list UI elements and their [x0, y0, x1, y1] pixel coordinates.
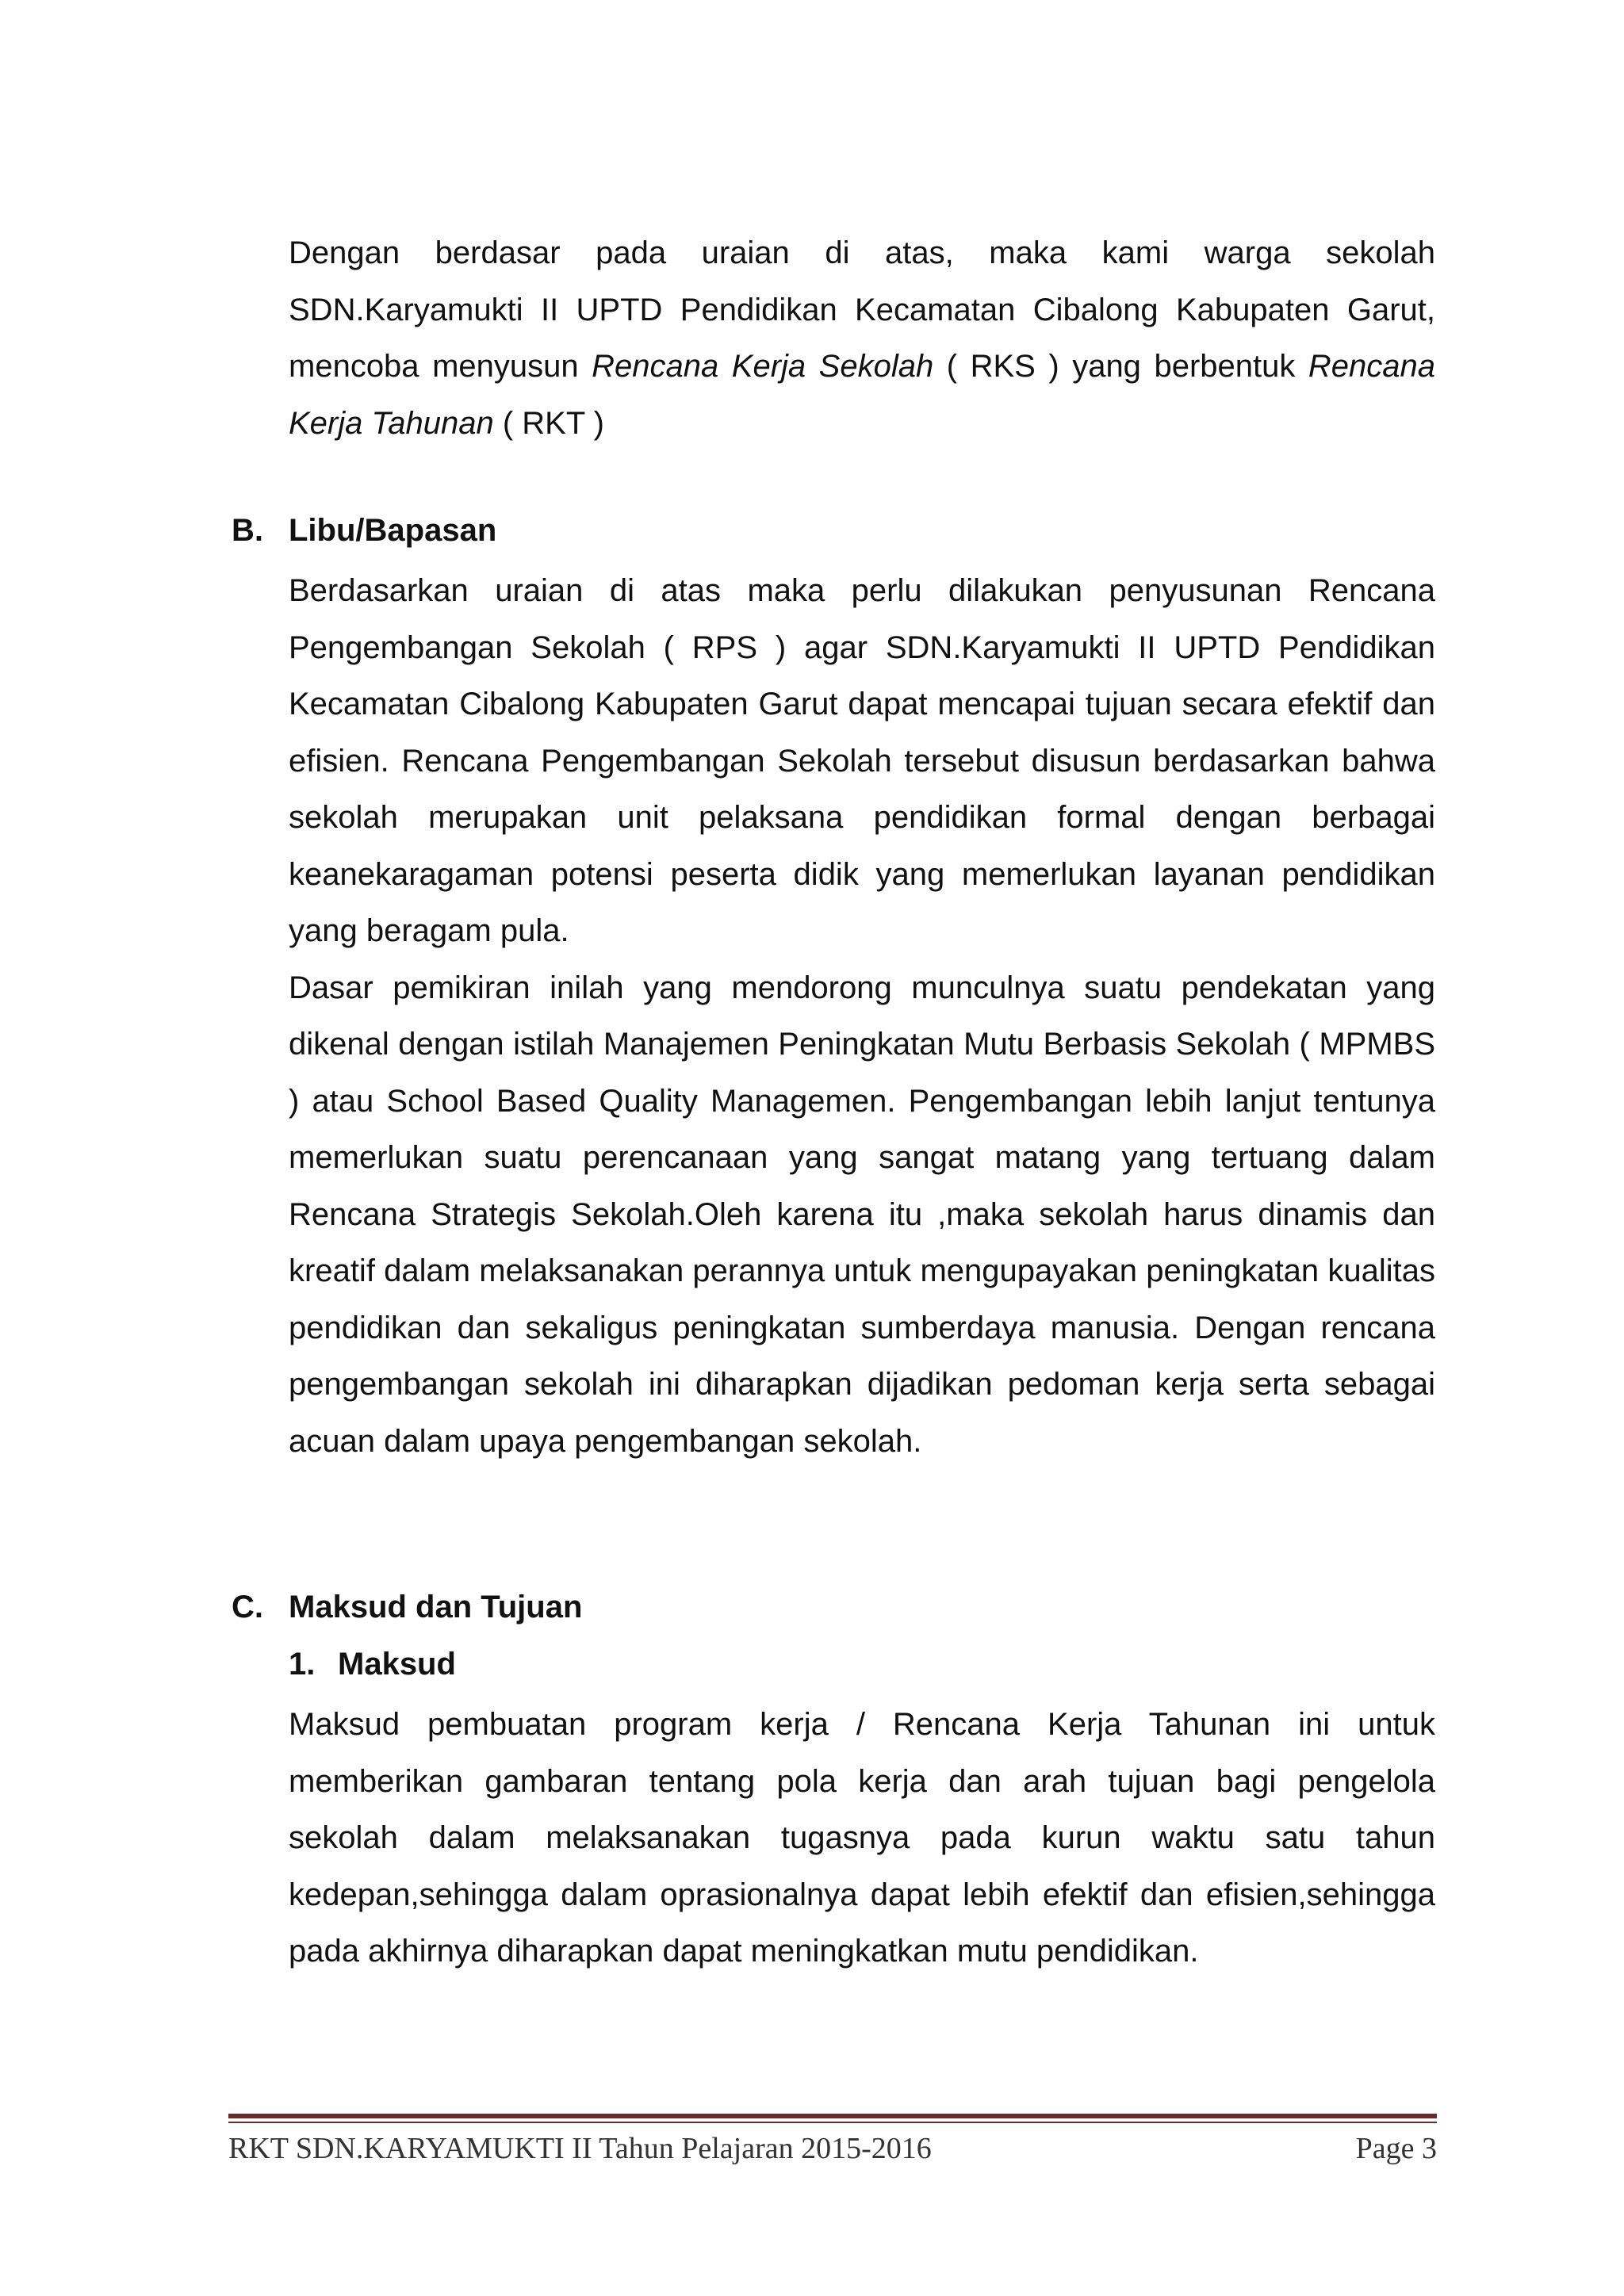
section-b-heading	[232, 503, 496, 560]
intro-text-3: ( RKT )	[493, 405, 604, 441]
section-b-paragraph-1: Berdasarkan uraian di atas maka perlu dilakukan penyusunan Rencana Pengembangan Sekolah ( RPS ) agar SDN.Karyamukti II UPTD Pendidikan Kecamatan Cibalong Kabupaten Garut dapat mencapai tujuan secara efektif dan efisien. Rencana Pengembangan Sekolah tersebut disusun berdasarkan bahwa sekolah merupakan unit pelaksana pendidikan formal dengan berbagai keanekaragaman potensi peserta didik yang memerlukan layanan pendidikan yang beragam pula.	[289, 573, 1435, 948]
subsection-1-heading	[289, 1636, 456, 1693]
subsection-1-title: Maksud	[338, 1647, 456, 1682]
intro-paragraph	[289, 225, 1435, 452]
footer-page-number: Page 3	[1355, 2132, 1437, 2165]
section-b-letter: B.	[232, 513, 263, 548]
page-footer	[228, 2131, 1437, 2171]
section-b-title: Libu/Bapasan	[289, 513, 497, 548]
intro-italic-rks: Rencana Kerja Sekolah	[592, 349, 934, 384]
intro-text-1: Dengan berdasar pada uraian di atas, maka kami warga sekolah SDN.Karyamukti II UPTD Pendidikan Kecamatan Cibalong Kabupaten Garut, mencoba menyusun	[289, 235, 1435, 384]
footer-rule	[228, 2114, 1437, 2123]
subsection-1-body	[289, 1697, 1435, 1980]
section-c-letter: C.	[232, 1590, 263, 1624]
section-b-paragraph-2: Dasar pemikiran inilah yang mendorong munculnya suatu pendekatan yang dikenal dengan istilah Manajemen Peningkatan Mutu Berbasis Sekolah ( MPMBS ) atau School Based Quality Managemen. Pengembangan lebih lanjut tentunya memerlukan suatu perencanaan yang sangat matang yang tertuang dalam Rencana Strategis Sekolah.Oleh karena itu ,maka sekolah harus dinamis dan kreatif dalam melaksanakan perannya untuk mengupayakan peningkatan kualitas pendidikan dan sekaligus peningkatan sumberdaya manusia. Dengan rencana pengembangan sekolah ini diharapkan dijadikan pedoman kerja serta sebagai acuan dalam upaya pengembangan sekolah.	[289, 970, 1435, 1459]
footer-document-title: RKT SDN.KARYAMUKTI II Tahun Pelajaran 2015-2016	[228, 2132, 932, 2165]
section-b-body	[289, 563, 1435, 1470]
subsection-1-paragraph: Maksud pembuatan program kerja / Rencana Kerja Tahunan ini untuk memberikan gambaran tentang pola kerja dan arah tujuan bagi pengelola sekolah dalam melaksanakan tugasnya pada kurun waktu satu tahun kedepan,sehingga dalam oprasionalnya dapat lebih efektif dan efisien,sehingga pada akhirnya diharapkan dapat meningkatkan mutu pendidikan.	[289, 1707, 1435, 1969]
section-c-heading	[232, 1579, 582, 1636]
subsection-1-number: 1.	[289, 1647, 316, 1682]
intro-italic-rkt: Rencana Kerja Tahunan	[289, 349, 1436, 441]
section-c-title: Maksud dan Tujuan	[289, 1590, 583, 1624]
intro-text-2: ( RKS ) yang berbentuk	[933, 349, 1308, 384]
